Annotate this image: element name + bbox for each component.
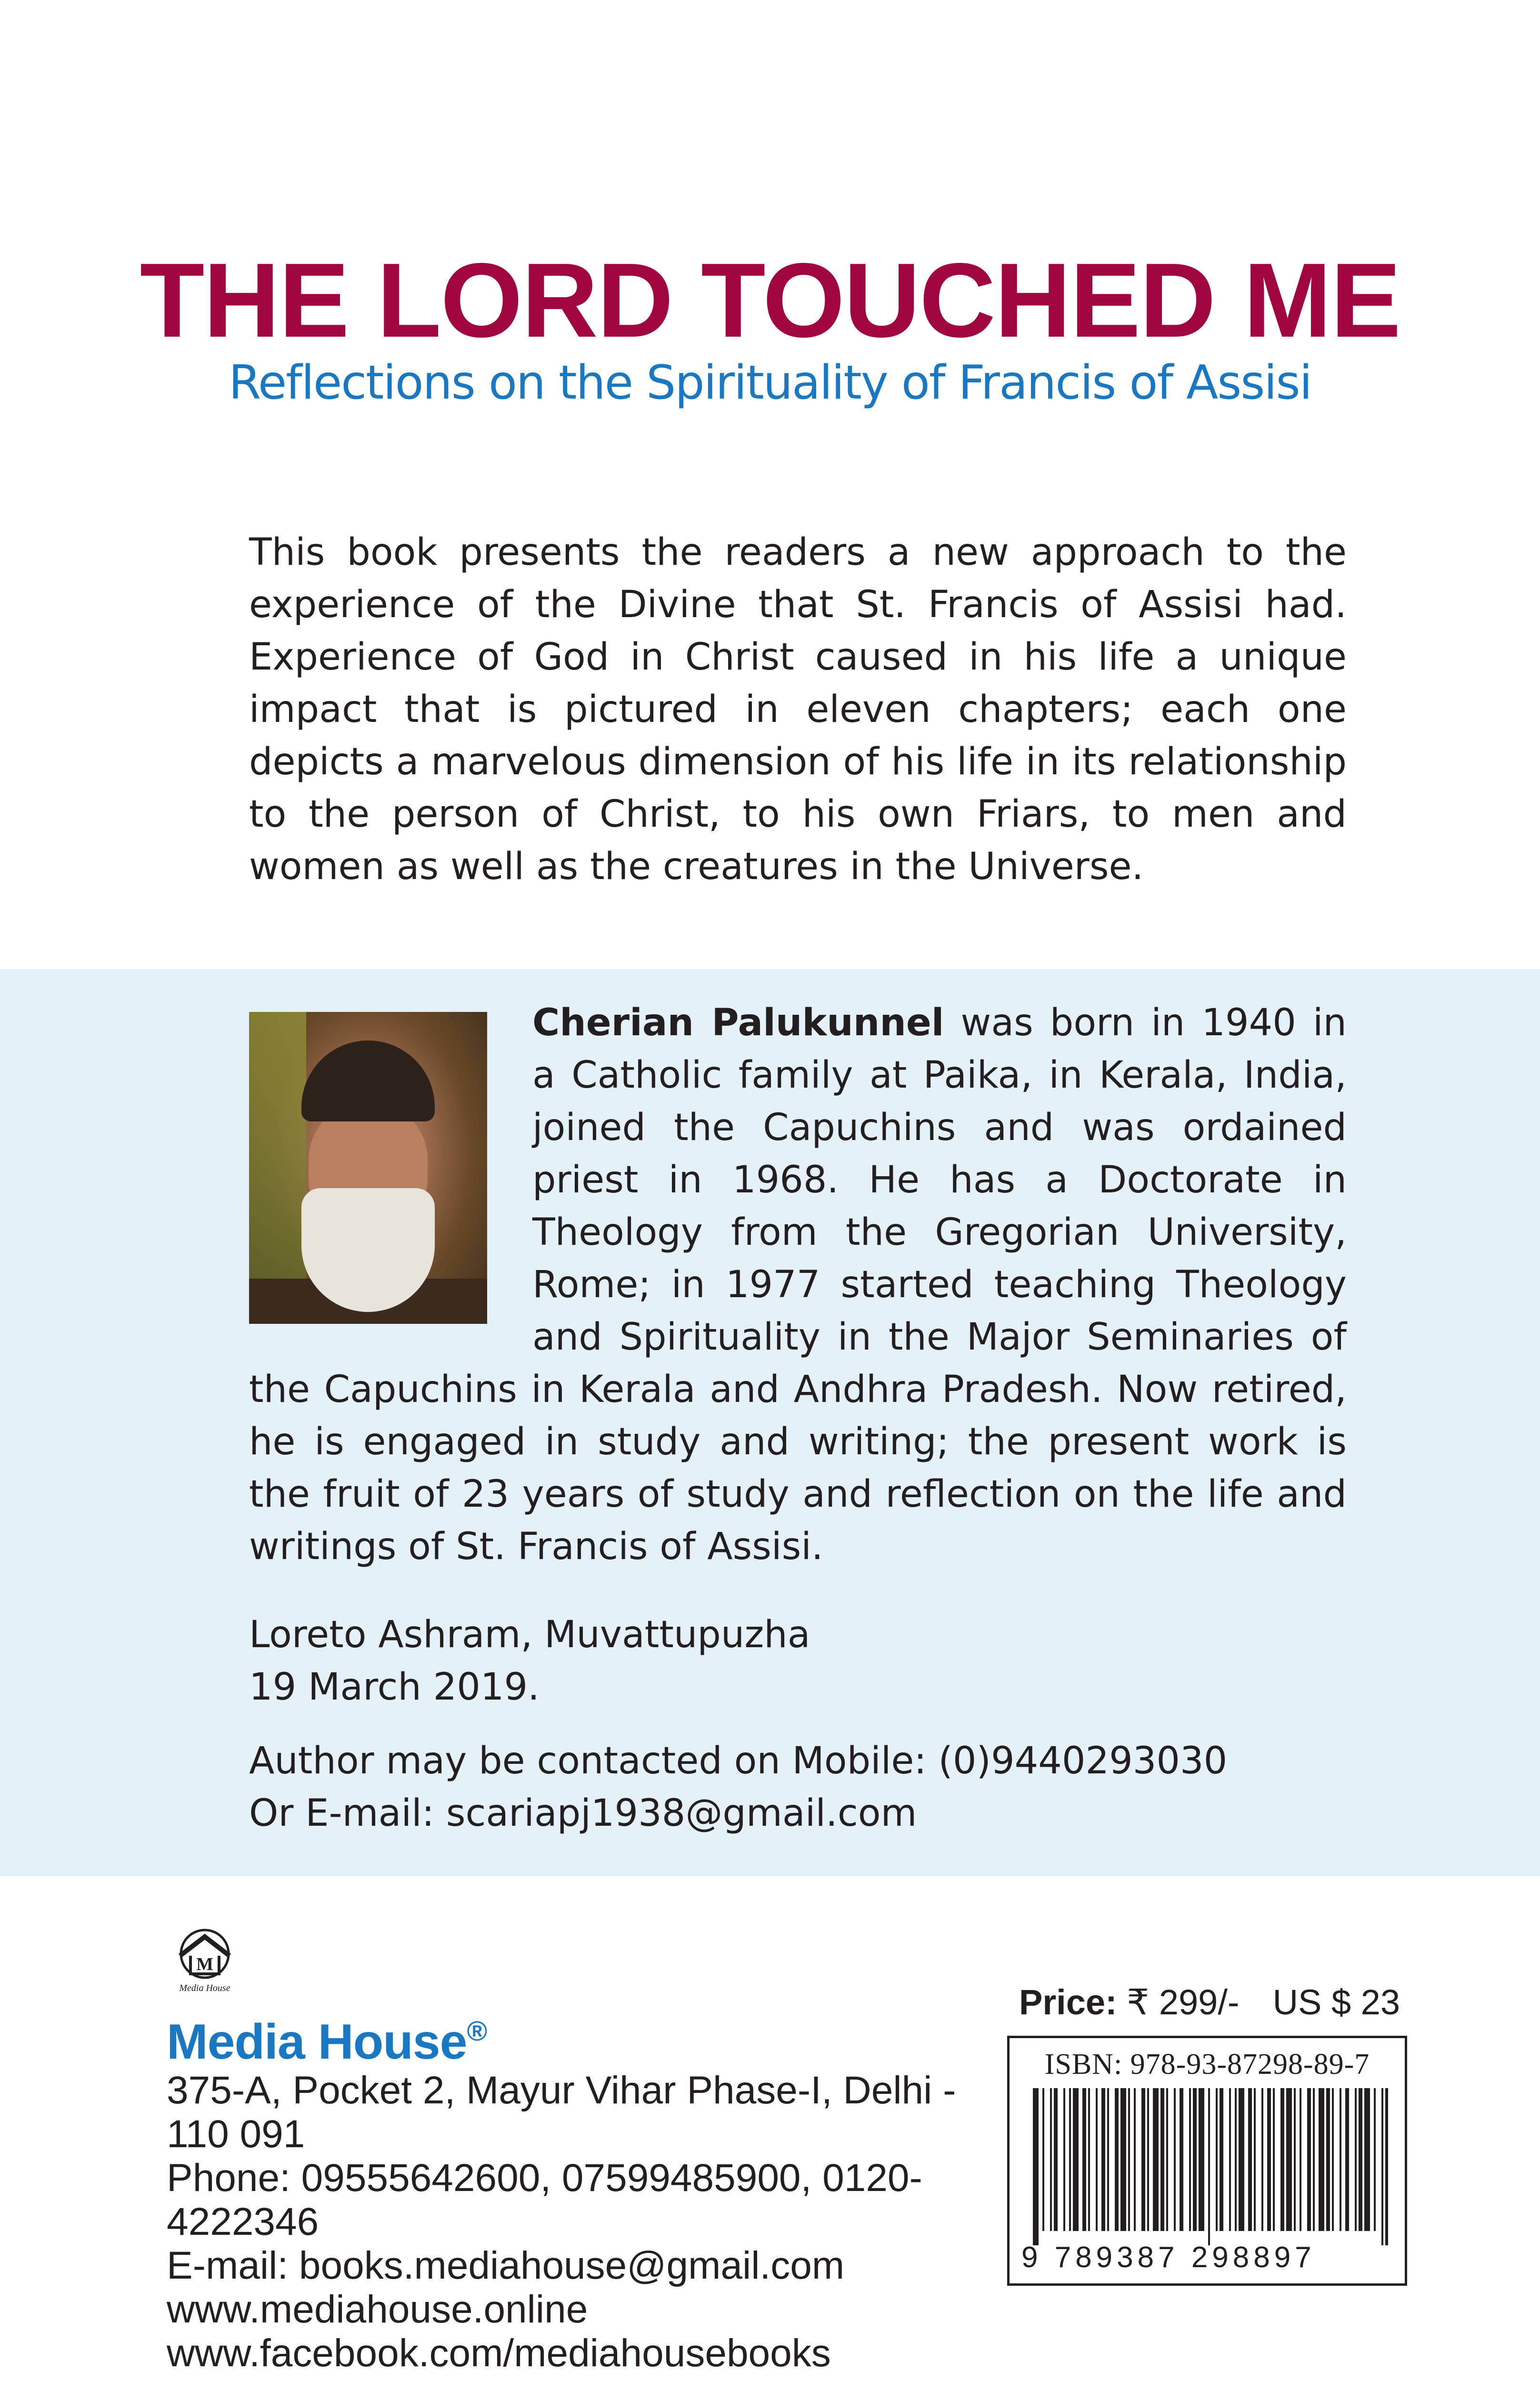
publisher-website: www.mediahouse.online — [167, 2288, 588, 2331]
publisher-name: Media House — [167, 2014, 467, 2070]
book-title: THE LORD TOUCHED ME — [140, 241, 1400, 360]
author-bio-text: was born in 1940 in a Catholic family at Paika, in Kerala, India, joined the Capuchins and was ordained priest in 1968. He has a Doctorate in Theology from the Gregorian University, Rome; in 1977 started teaching Theology and Spirituality in the Major Seminaries of the Capuchins in Kerala and Andhra Pradesh. Now retired, he is engaged in study and writing; the present work is the fruit of 23 years of study and reflection on the life and writings of St. Francis of Assisi. — [249, 1001, 1347, 1568]
author-portrait-icon — [249, 1012, 487, 1324]
author-place: Loreto Ashram, Muvattupuzha — [249, 1613, 810, 1656]
author-name: Cherian Palukunnel — [532, 1001, 944, 1044]
price-line — [1019, 1981, 1400, 2024]
author-section — [0, 969, 1540, 1876]
price-inr: ₹ 299/- — [1127, 1982, 1240, 2022]
publisher-name-line — [167, 2005, 976, 2069]
author-email: Or E-mail: scariapj1938@gmail.com — [249, 1792, 917, 1835]
book-subtitle: Reflections on the Spirituality of Francis of Assisi — [229, 356, 1311, 410]
svg-text:M: M — [196, 1954, 213, 1974]
publisher-facebook: www.facebook.com/mediahousebooks — [167, 2331, 831, 2375]
publisher-info — [167, 2005, 976, 2375]
ean-digits: 9 789387 298897 — [1021, 2241, 1316, 2274]
publisher-phone: Phone: 09555642600, 07599485900, 0120-4222346 — [167, 2156, 922, 2243]
price-label: Price: — [1019, 1982, 1117, 2022]
author-mobile: Author may be contacted on Mobile: (0)9440293030 — [249, 1740, 1228, 1782]
registered-mark: ® — [467, 2016, 487, 2047]
author-date: 19 March 2019. — [249, 1666, 540, 1709]
publisher-email: E-mail: books.mediahouse@gmail.com — [167, 2244, 845, 2287]
publisher-address: 375-A, Pocket 2, Mayur Vihar Phase-I, Delhi - 110 091 — [167, 2069, 956, 2156]
isbn-text: ISBN: 978-93-87298-89-7 — [1044, 2048, 1370, 2081]
book-blurb: This book presents the readers a new approach to the experience of the Divine that St. Francis of Assisi had. Experience of God in Christ caused in his life a unique impact that is pictured in eleven chapters; each one depicts a marvelous dimension of his life in its relationship to the person of Christ, to his own Friars, to men and women as well as the creatures in the Universe. — [249, 531, 1347, 888]
author-place-date — [249, 1609, 1347, 1713]
media-house-emblem-icon — [171, 1926, 238, 1995]
author-contact — [249, 1735, 1347, 1840]
price-usd: US $ 23 — [1272, 1982, 1400, 2022]
logo-caption: Media House — [179, 1983, 230, 1993]
barcode-icon — [1031, 2088, 1388, 2245]
barcode-box — [1007, 2036, 1407, 2286]
author-content — [249, 997, 1347, 1840]
